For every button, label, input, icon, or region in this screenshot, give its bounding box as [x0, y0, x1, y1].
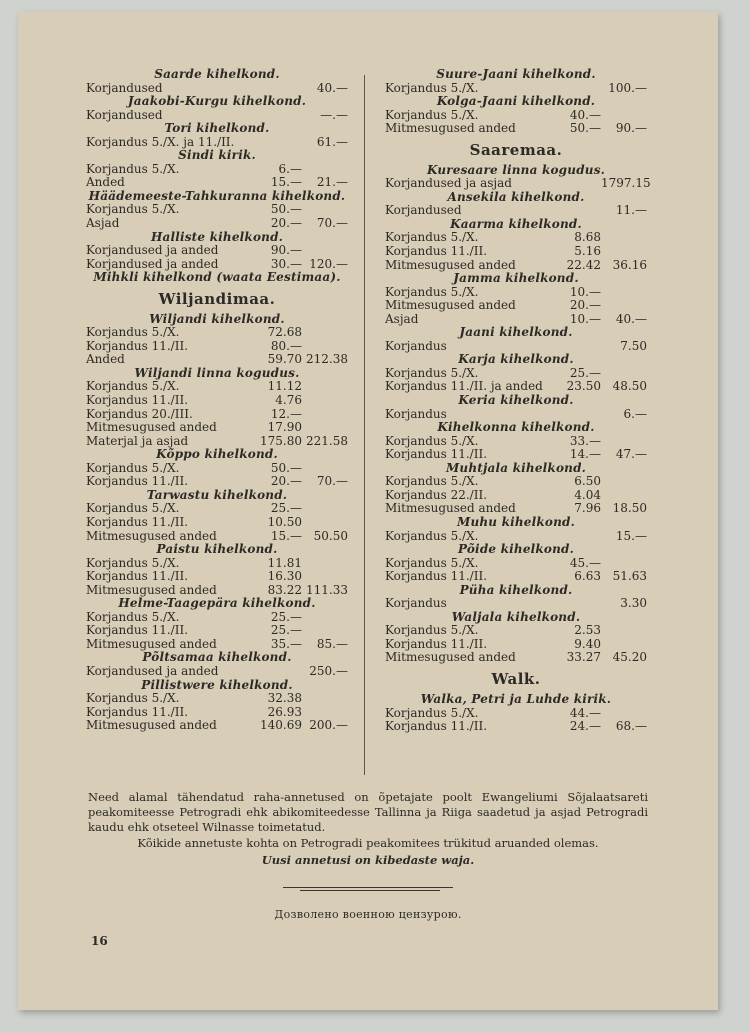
- entry-label: Materjal ja asjad: [86, 434, 189, 448]
- entry-amount: [256, 665, 302, 679]
- entry-label: Asjad: [385, 312, 419, 326]
- entry-label: Korjandus 5./X.: [385, 231, 479, 245]
- entry-row: [385, 502, 647, 516]
- entry-label: Mitmesugused anded: [86, 583, 217, 597]
- entry-row: [385, 299, 647, 313]
- parish-heading: Walka, Petri ja Luhde kirik.: [420, 691, 612, 706]
- entry-row: [385, 570, 647, 584]
- entry-total: 70.—: [316, 474, 348, 489]
- entry-amount: 25.—: [270, 501, 302, 516]
- entry-amount: 32.38: [267, 691, 302, 706]
- entry-total: 47.—: [615, 447, 647, 462]
- entry-row: [86, 570, 348, 584]
- entry-label: Korjandus 5./X.: [385, 108, 479, 122]
- entry-row: [385, 408, 647, 422]
- entry-row: [86, 109, 348, 123]
- entry-total: [601, 435, 647, 449]
- entry-row: [86, 706, 348, 720]
- entry-amount: [555, 340, 601, 354]
- notice-paragraph: Need alamal tähendatud raha-annetused on õpetajate poolt Ewangeliumi Sõjalaatsareti peakomiteesse Petrogradi ehk abikomiteedesse Tallinna ja Riiga saadetud ja asjad Petrogradi kaudu ehk otseteel Wilnasse toimetatud.: [88, 790, 648, 834]
- parish-heading: Paistu kihelkond.: [156, 542, 278, 557]
- entry-label: Mitmesugused anded: [385, 258, 516, 272]
- entry-amount: [555, 530, 601, 544]
- entry-row: [86, 394, 348, 408]
- parish-heading: Waljala kihelkond.: [451, 609, 581, 624]
- entry-label: Korjandus 5./X.: [86, 162, 180, 176]
- entry-label: Korjandus 11./II.: [385, 720, 488, 734]
- parish-heading: Kõppo kihelkond.: [156, 447, 278, 462]
- entry-amount: 17.90: [267, 420, 302, 435]
- entry-row: [86, 258, 348, 272]
- entry-label: Korjandus 5./X.: [86, 380, 180, 394]
- entry-label: Korjandus 11./II.: [385, 570, 488, 584]
- entry-total: 21.—: [316, 175, 348, 190]
- entry-label: Mitmesugused anded: [86, 421, 217, 435]
- entry-label: Korjandus: [385, 339, 447, 353]
- entry-amount: 140.69: [260, 718, 302, 733]
- entry-total: 68.—: [615, 719, 647, 734]
- entry-label: Korjandus 5./X.: [385, 475, 479, 489]
- entry-label: Mitmesugused anded: [385, 651, 516, 665]
- parish-heading: Halliste kihelkond.: [150, 229, 284, 244]
- entry-label: Korjandus 5./X.: [385, 624, 479, 638]
- entry-amount: [256, 82, 302, 96]
- entry-total: [601, 707, 647, 721]
- entry-amount: 30.—: [270, 256, 302, 271]
- entry-amount: 4.04: [574, 487, 601, 502]
- entry-amount: 10.—: [569, 284, 601, 299]
- entry-label: Korjandus 5./X.: [385, 556, 479, 570]
- entry-row: [86, 665, 348, 679]
- entry-amount: 6.—: [278, 161, 302, 176]
- entry-total: [601, 231, 647, 245]
- entry-row: [86, 380, 348, 394]
- entry-label: Korjandused: [86, 108, 163, 122]
- entry-label: Korjandus 11./II.: [86, 515, 189, 529]
- entry-amount: [555, 177, 601, 191]
- entry-row: [385, 313, 647, 327]
- entry-amount: 35.—: [270, 636, 302, 651]
- entry-total: [601, 299, 647, 313]
- entry-row: [385, 638, 647, 652]
- entry-row: [86, 502, 348, 516]
- entry-row: [385, 651, 647, 665]
- entry-amount: 45.—: [569, 555, 601, 570]
- entry-label: Korjandus: [385, 597, 447, 611]
- entry-label: Korjandused ja asjad: [385, 177, 512, 191]
- entry-label: Korjandus 11./II.: [385, 448, 488, 462]
- entry-row: [86, 435, 348, 449]
- parish-heading: Sindi kirik.: [178, 148, 256, 163]
- entry-amount: 9.40: [574, 636, 601, 651]
- parish-heading: Karja kihelkond.: [458, 352, 574, 367]
- entry-amount: 10.—: [569, 311, 601, 326]
- entry-total: [601, 286, 647, 300]
- entry-total: 15.—: [615, 528, 647, 543]
- entry-row: [385, 259, 647, 273]
- entry-label: Korjandused: [86, 81, 163, 95]
- entry-amount: 40.—: [569, 107, 601, 122]
- entry-amount: [555, 204, 601, 218]
- entry-total: 120.—: [309, 256, 348, 271]
- entry-row: [385, 448, 647, 462]
- parish-heading: Kaarma kihelkond.: [450, 216, 582, 231]
- entry-total: 200.—: [309, 718, 348, 733]
- entry-row: [86, 557, 348, 571]
- parish-heading: Jamma kihelkond.: [453, 271, 579, 286]
- parish-heading: Kuresaare linna kogudus.: [426, 162, 606, 177]
- entry-amount: 7.96: [574, 501, 601, 516]
- entry-total: 45.20: [612, 650, 647, 665]
- entry-label: Korjandus 5./X.: [385, 706, 479, 720]
- entry-amount: 20.—: [270, 216, 302, 231]
- entry-label: Korjandus 5./X.: [86, 610, 180, 624]
- entry-total: —.—: [320, 107, 348, 122]
- entry-total: [601, 489, 647, 503]
- parish-heading: Põltsamaa kihelkond.: [142, 650, 292, 665]
- entry-label: Anded: [86, 176, 125, 190]
- entry-row: [86, 584, 348, 598]
- entry-row: [86, 82, 348, 96]
- entry-amount: 175.80: [260, 433, 302, 448]
- entry-total: [302, 408, 348, 422]
- entry-amount: 50.—: [270, 202, 302, 217]
- entry-total: [601, 245, 647, 259]
- entry-amount: 25.—: [270, 623, 302, 638]
- entry-label: Korjandus 5./X.: [86, 502, 180, 516]
- entry-label: Korjandused ja anded: [86, 257, 219, 271]
- parish-heading: Jaani kihelkond.: [459, 325, 573, 340]
- entry-amount: [555, 408, 601, 422]
- entry-row: [385, 367, 647, 381]
- entry-row: [86, 217, 348, 231]
- entry-total: [302, 570, 348, 584]
- entry-label: Korjandus 11./II.: [86, 624, 189, 638]
- entry-row: [385, 475, 647, 489]
- entry-label: Korjandus: [385, 407, 447, 421]
- entry-amount: 25.—: [569, 365, 601, 380]
- entry-amount: 33.27: [566, 650, 601, 665]
- divider-line-thin: [300, 890, 440, 891]
- entry-total: 6.—: [623, 406, 647, 421]
- entry-label: Korjandus 5./X.: [86, 203, 180, 217]
- entry-row: [385, 204, 647, 218]
- column-divider: [364, 75, 365, 775]
- entry-total: [601, 624, 647, 638]
- entry-row: [86, 353, 348, 367]
- entry-total: 36.16: [612, 257, 647, 272]
- entry-label: Korjandus 11./II.: [86, 475, 189, 489]
- parish-heading: Helme-Taagepära kihelkond.: [118, 596, 316, 611]
- entry-amount: 24.—: [569, 719, 601, 734]
- divider-line: [283, 887, 453, 888]
- entry-row: [385, 82, 647, 96]
- entry-total: [302, 462, 348, 476]
- entry-row: [86, 611, 348, 625]
- entry-total: [302, 394, 348, 408]
- entry-label: Korjandused ja anded: [86, 244, 219, 258]
- entry-amount: 44.—: [569, 705, 601, 720]
- right-column: [385, 67, 651, 734]
- entry-amount: 50.—: [569, 121, 601, 136]
- entry-row: [385, 720, 647, 734]
- entry-total: 85.—: [316, 636, 348, 651]
- entry-total: [601, 367, 647, 381]
- entry-label: Mitmesugused anded: [86, 719, 217, 733]
- entry-label: Korjandused ja anded: [86, 664, 219, 678]
- entry-total: 61.—: [316, 134, 348, 149]
- entry-amount: 2.53: [574, 623, 601, 638]
- entry-amount: 50.—: [270, 460, 302, 475]
- entry-total: 111.33: [306, 582, 348, 597]
- entry-total: 48.50: [612, 379, 647, 394]
- entry-amount: 5.16: [574, 244, 601, 259]
- entry-label: Korjandused: [385, 204, 462, 218]
- entry-label: Korjandus 5./X.: [385, 285, 479, 299]
- entry-amount: 90.—: [270, 243, 302, 258]
- entry-row: [385, 109, 647, 123]
- entry-total: [302, 611, 348, 625]
- entry-label: Korjandus 11./II. ja anded: [385, 380, 543, 394]
- entry-row: [86, 326, 348, 340]
- entry-row: [385, 707, 647, 721]
- entry-label: Korjandus 11./II.: [86, 394, 189, 408]
- entry-row: [385, 624, 647, 638]
- parish-heading: Tori kihelkond.: [164, 121, 270, 136]
- entry-amount: 4.76: [275, 393, 302, 408]
- entry-label: Korjandus 22./II.: [385, 488, 488, 502]
- entry-total: [302, 326, 348, 340]
- entry-total: [302, 340, 348, 354]
- parish-heading: Suure-Jaani kihelkond.: [436, 67, 596, 81]
- entry-amount: [555, 597, 601, 611]
- entry-row: [385, 176, 651, 191]
- entry-total: [302, 421, 348, 435]
- entry-label: Mitmesugused anded: [385, 502, 516, 516]
- entry-row: [385, 245, 647, 259]
- entry-total: [601, 109, 647, 123]
- entry-amount: 14.—: [569, 447, 601, 462]
- censorship-note: Дозволено военною цензурою.: [274, 908, 462, 921]
- entry-label: Korjandus 11./II.: [385, 245, 488, 259]
- parish-heading: Wiljandi kihelkond.: [149, 311, 285, 326]
- entry-label: Mitmesugused anded: [385, 299, 516, 313]
- entry-label: Korjandus 5./X. ja 11./II.: [86, 135, 235, 149]
- entry-amount: 33.—: [569, 433, 601, 448]
- entry-label: Mitmesugused anded: [385, 122, 516, 136]
- entry-row: [86, 203, 348, 217]
- entry-total: 51.63: [612, 569, 647, 584]
- entry-amount: 6.50: [574, 474, 601, 489]
- entry-row: [86, 719, 348, 733]
- entry-total: [302, 557, 348, 571]
- entry-amount: 22.42: [566, 257, 601, 272]
- parish-heading: Põide kihelkond.: [457, 542, 575, 557]
- entry-row: [86, 408, 348, 422]
- entry-total: 3.30: [620, 596, 647, 611]
- entry-row: [385, 122, 647, 136]
- entry-row: [385, 597, 647, 611]
- entry-label: Korjandus 5./X.: [385, 81, 479, 95]
- entry-label: Anded: [86, 353, 125, 367]
- entry-total: 90.—: [615, 121, 647, 136]
- region-heading: Wiljandimaa.: [158, 289, 276, 308]
- entry-amount: 83.22: [267, 582, 302, 597]
- entry-amount: [555, 82, 601, 96]
- entry-total: 212.38: [306, 352, 348, 367]
- entry-label: Asjad: [86, 217, 120, 231]
- entry-amount: 26.93: [267, 704, 302, 719]
- entry-amount: 15.—: [270, 528, 302, 543]
- entry-amount: 11.81: [267, 555, 302, 570]
- entry-row: [86, 462, 348, 476]
- parish-heading: Wiljandi linna kogudus.: [134, 365, 300, 380]
- parish-heading: Pillistwere kihelkond.: [141, 677, 293, 692]
- entry-amount: 72.68: [267, 325, 302, 340]
- entry-amount: 6.63: [574, 569, 601, 584]
- entry-row: [385, 286, 647, 300]
- entry-row: [385, 231, 647, 245]
- region-heading: Walk.: [491, 669, 541, 688]
- parish-heading: Kihelkonna kihelkond.: [437, 420, 595, 435]
- entry-amount: 23.50: [566, 379, 601, 394]
- entry-amount: [256, 109, 302, 123]
- entry-row: [86, 421, 348, 435]
- entry-total: 70.—: [316, 216, 348, 231]
- entry-label: Korjandus 5./X.: [385, 529, 479, 543]
- entry-amount: 10.50: [267, 514, 302, 529]
- entry-row: [86, 136, 348, 150]
- entry-row: [86, 624, 348, 638]
- entry-label: Korjandus 5./X.: [86, 326, 180, 340]
- entry-label: Korjandus 5./X.: [86, 556, 180, 570]
- entry-row: [385, 435, 647, 449]
- entry-label: Korjandus 11./II.: [86, 570, 189, 584]
- entry-total: [302, 502, 348, 516]
- entry-row: [385, 340, 647, 354]
- entry-row: [86, 176, 348, 190]
- parish-heading: Ansekila kihelkond.: [447, 189, 585, 204]
- entry-total: 11.—: [615, 203, 647, 218]
- entry-label: Korjandus 20./III.: [86, 407, 193, 421]
- entry-label: Korjandus 5./X.: [86, 692, 180, 706]
- page-number: 16: [91, 934, 108, 948]
- parish-heading: Häädemeeste-Tahkuranna kihelkond.: [88, 188, 346, 203]
- entry-amount: 16.30: [267, 569, 302, 584]
- entry-total: 50.50: [313, 528, 348, 543]
- entry-row: [385, 557, 647, 571]
- entry-label: Mitmesugused anded: [86, 529, 217, 543]
- entry-total: [302, 203, 348, 217]
- entry-row: [86, 530, 348, 544]
- parish-heading: Saarde kihelkond.: [154, 67, 280, 81]
- region-heading: Saaremaa.: [469, 140, 563, 159]
- entry-amount: 20.—: [569, 298, 601, 313]
- entry-row: [86, 163, 348, 177]
- entry-label: Korjandus 5./X.: [385, 366, 479, 380]
- entry-total: [302, 516, 348, 530]
- entry-row: [385, 489, 647, 503]
- entry-label: Korjandus 11./II.: [385, 637, 488, 651]
- entry-amount: 59.70: [267, 352, 302, 367]
- entry-label: Korjandus 5./X.: [385, 434, 479, 448]
- entry-total: 250.—: [309, 663, 348, 678]
- entry-total: [302, 624, 348, 638]
- entry-total: 221.58: [306, 433, 348, 448]
- parish-heading: Mihkli kihelkond (waata Eestimaa).: [93, 270, 341, 285]
- entry-row: [385, 380, 647, 394]
- entry-total: 100.—: [608, 80, 647, 95]
- entry-amount: 20.—: [270, 474, 302, 489]
- entry-amount: 80.—: [270, 338, 302, 353]
- entry-total: 18.50: [612, 501, 647, 516]
- entry-amount: 25.—: [270, 609, 302, 624]
- entry-row: [86, 692, 348, 706]
- parish-heading: Muhu kihelkond.: [456, 514, 576, 529]
- entry-total: 1797.15: [601, 176, 651, 191]
- entry-total: [302, 706, 348, 720]
- left-column: [86, 68, 348, 733]
- entry-label: Korjandus 11./II.: [86, 705, 189, 719]
- entry-label: Korjandus 5./X.: [86, 461, 180, 475]
- entry-row: [86, 244, 348, 258]
- entry-label: Mitmesugused anded: [86, 637, 217, 651]
- entry-amount: 8.68: [574, 230, 601, 245]
- entry-total: 40.—: [615, 311, 647, 326]
- entry-label: Korjandus 11./II.: [86, 339, 189, 353]
- entry-amount: [256, 136, 302, 150]
- entry-amount: 11.12: [267, 379, 302, 394]
- parish-heading: Muhtjala kihelkond.: [445, 460, 587, 475]
- entry-row: [86, 340, 348, 354]
- entry-total: [601, 557, 647, 571]
- reports-note: Kõikide annetuste kohta on Petrogradi peakomitees trükitud aruanded olemas.: [137, 836, 599, 850]
- entry-row: [86, 638, 348, 652]
- entry-total: [302, 163, 348, 177]
- parish-heading: Kolga-Jaani kihelkond.: [436, 94, 596, 109]
- entry-total: [302, 244, 348, 258]
- entry-total: [302, 692, 348, 706]
- entry-total: [601, 475, 647, 489]
- entry-amount: 12.—: [270, 406, 302, 421]
- parish-heading: Keria kihelkond.: [458, 393, 574, 408]
- parish-heading: Tarwastu kihelkond.: [146, 487, 288, 502]
- entry-total: [601, 638, 647, 652]
- parish-heading: Püha kihelkond.: [459, 582, 573, 597]
- entry-amount: 15.—: [270, 175, 302, 190]
- parish-heading: Jaakobi-Kurgu kihelkond.: [127, 94, 307, 109]
- entry-total: 7.50: [620, 338, 647, 353]
- entry-row: [86, 516, 348, 530]
- entry-total: [302, 380, 348, 394]
- entry-row: [86, 475, 348, 489]
- entry-total: 40.—: [316, 80, 348, 95]
- entry-row: [385, 530, 647, 544]
- appeal-note: Uusi annetusi on kibedaste waja.: [261, 853, 475, 867]
